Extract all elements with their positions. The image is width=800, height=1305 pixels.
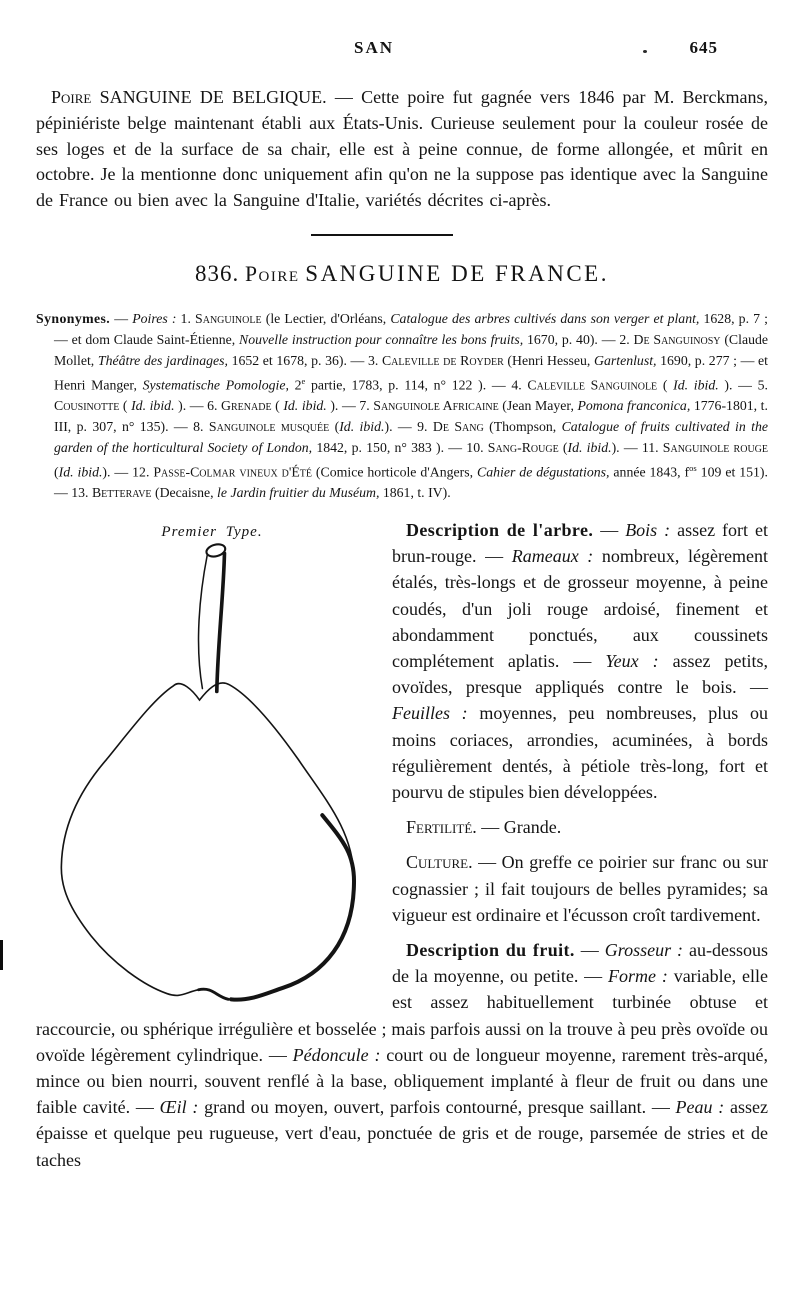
- intro-paragraph: Poire SANGUINE DE BELGIQUE. — Cette poire fut gagnée vers 1846 par M. Berckmans, pépiniériste belge maintenant établi aux États-Unis. Curieuse seulement pour la couleur rosée de ses loges et de la surface de sa chair, elle est à peine connue, de forme allongée, et mûrit en octobre. Je la mentionne donc uniquement afin qu'on ne la suppose pas identique avec la Sanguine de France ou bien avec la Sanguine d'Italie, variétés décrites ci-après.: [36, 87, 768, 211]
- section-rule: [311, 234, 453, 237]
- culture-paragraph: Culture. — On greffe ce poirier sur franc ou sur cognassier ; il fait toujours de belles pyramides; sa vigueur est ordinaire et l'écusson croît tardivement.: [392, 852, 768, 925]
- fertilite-paragraph: Fertilité. — Grande.: [406, 817, 562, 838]
- article-heading: [36, 261, 768, 287]
- heading-poire-label: Poire: [245, 262, 300, 287]
- heading-variety-name: SANGUINE DE FRANCE.: [305, 261, 609, 287]
- article-body: [36, 517, 768, 1173]
- press-mark: [0, 940, 3, 970]
- pear-figure: [36, 519, 388, 1014]
- description-arbre-paragraph: Description de l'arbre. — Bois : assez fort et brun-rouge. — Rameaux : nombreux, légèrement étalés, très-longs et de grosseur moyenne, à peine coudés, d'un joli rouge ardoisé, finement et abondamment ponctués, aux coussinets complétement aplatis. — Yeux : assez petits, ovoïdes, presque appliqués contre le bois. — Feuilles : moyennes, peu nombreuses, plus ou moins coriaces, arrondies, acuminées, à bords régulièrement dentés, à pétiole très-long, fort et pourvu de stipules bien développées.: [392, 520, 768, 803]
- figure-caption: Premier Type.: [161, 524, 263, 541]
- ink-speck: [643, 50, 647, 53]
- description-fruit-paragraph: Description du fruit. — Grosseur : au-dessous de la moyenne, ou petite. — Forme : variable, elle est assez habituellement turbinée obtuse et raccourcie, ou sphérique irrégulière et bosselée ; mais parfois aussi on la trouve à peu près ovoïde ou ovoïde légèrement cylindrique. — Pédoncule : court ou de longueur moyenne, rarement très-arqué, mince ou bien nourri, souvent renflé à la base, obliquement implanté à fleur de fruit ou dans une faible cavité. — Œil : grand ou moyen, ouvert, parfois contourné, presque saillant. — Peau : assez épaisse et quelque peu rugueuse, vert d'eau, ponctuée de gris et de rouge, parsemée de stries et de taches: [36, 940, 768, 1170]
- pear-illustration: [36, 537, 388, 1007]
- page-number: 645: [689, 38, 718, 57]
- heading-number: 836.: [195, 261, 240, 287]
- running-title: SAN: [353, 38, 394, 57]
- synonyms-paragraph: Synonymes. — Poires : 1. Sanguinole (le Lectier, d'Orléans, Catalogue des arbres cultivés dans son verger et plant, 1628, p. 7 ; — et dom Claude Saint-Étienne, Nouvelle instruction pour connaître les bons fruits, 1670, p. 40). — 2. De Sanguinosy (Claude Mollet, Théâtre des jardinages, 1652 et 1678, p. 36). — 3. Caleville de Royder (Henri Hesseu, Gartenlust, 1690, p. 277 ; — et Henri Manger, Systematische Pomologie, 2e partie, 1783, p. 114, n° 122 ). — 4. Caleville Sanguinole ( Id. ibid. ). — 5. Cousinotte ( Id. ibid. ). — 6. Grenade ( Id. ibid. ). — 7. Sanguinole Africaine (Jean Mayer, Pomona franconica, 1776-1801, t. III, p. 307, n° 135). — 8. Sanguinole musquée (Id. ibid.). — 9. De Sang (Thompson, Catalogue of fruits cultivated in the garden of the horticultural Society of London, 1842, p. 150, n° 383 ). — 10. Sang-Rouge (Id. ibid.). — 11. Sanguinole rouge (Id. ibid.). — 12. Passe-Colmar vineux d'Été (Comice horticole d'Angers, Cahier de dégustations, année 1843, $f^{os}$ 109 et 151). — 13. Betterave (Decaisne, le Jardin fruitier du Muséum, 1861, t. IV).: [36, 311, 769, 501]
- running-header: [36, 0, 768, 58]
